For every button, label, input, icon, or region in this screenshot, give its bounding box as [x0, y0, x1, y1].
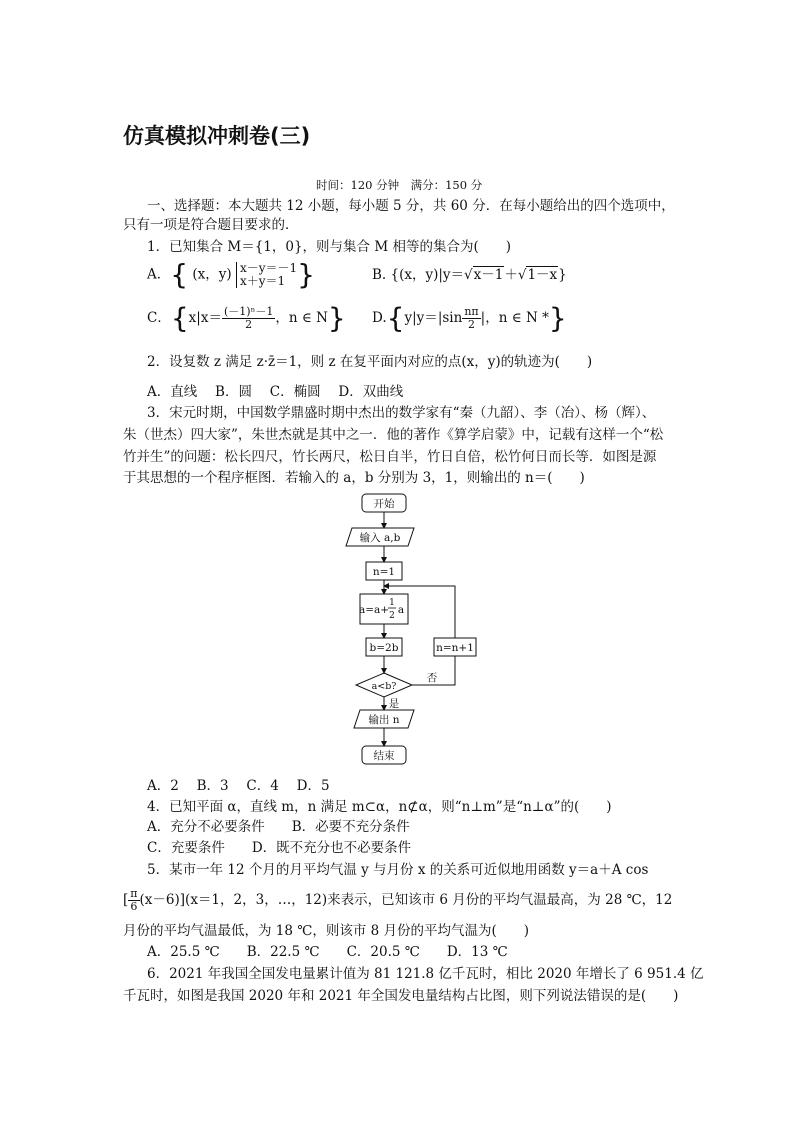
q5-frac-den: 6 — [130, 900, 138, 913]
flow-incr-text: n=n+1 — [436, 642, 474, 654]
flow-yes-label: 是 — [388, 698, 400, 710]
right-brace-icon: } — [327, 301, 346, 335]
q2-stem: 2．设复数 z 满足 z·z̄＝1，则 z 在复平面内对应的点(x，y)的轨迹为( ) — [147, 354, 593, 370]
q1-a-system — [236, 262, 297, 288]
q4-options-2: C．充要条件 D．既不充分也不必要条件 — [147, 840, 412, 856]
left-brace-icon: { — [386, 301, 405, 335]
flow-no-label: 否 — [426, 672, 438, 684]
q5-arg: (x－6) — [139, 892, 180, 908]
q1-a-eq2: x＋y＝1 — [239, 274, 286, 288]
q1-option-d: D.{y|y＝|sin $\frac{n\pi}{2}$ |，n ∈ N *} — [372, 301, 567, 335]
flow-cond-text: a<b? — [371, 681, 397, 692]
q1-b-s1: x－1 — [473, 267, 504, 283]
flow-input-text: 输入 a,b — [359, 532, 401, 544]
q1-a-label: A． — [147, 266, 171, 283]
q3-line1: 3．宋元时期，中国数学鼎盛时期中杰出的数学家有“秦（九韶）、李（冶）、杨（辉）、 — [147, 405, 656, 421]
q1-d-y: y — [404, 310, 413, 326]
q1-a-xy: (x，y) — [192, 266, 232, 283]
q1-d-fraction — [462, 306, 480, 331]
q5-line2-text: (x＝1，2，3，…，12)来表示，已知该市 6 月份的平均气温最高，为 28 ℃，12 — [185, 892, 673, 908]
q1-c-tail: ，n ∈ N — [275, 310, 328, 326]
flow-end-text: 结束 — [373, 750, 395, 762]
flow-assign-a-right: a — [397, 604, 405, 616]
flow-assign-b-text: b=2b — [369, 642, 399, 654]
q1-option-c: C．{x|x＝ $\frac{\text{(－1)ⁿ－1}}{2}$ ，n ∈ N} — [147, 301, 346, 335]
q1-option-b — [372, 266, 567, 284]
q5-line1: 5．某市一年 12 个月的月平均气温 y 与月份 x 的关系可近似地用函数 y＝a＋A cos — [147, 862, 649, 878]
flow-assign-a-den: 2 — [389, 611, 395, 621]
q1-c-xeq: x＝ — [200, 310, 222, 326]
q1-option-a — [147, 258, 315, 291]
q1-b-label: B. {(x，y)|y＝ — [372, 267, 465, 283]
left-brace-icon: { — [170, 258, 189, 291]
q5-line2: [ $\frac{\pi}{6}$ (x－6)](x＝1，2，3，…，12)来表示，已知该市 6 月份的平均气温最高，为 28 ℃，12 — [123, 887, 673, 913]
section-header-line1: 一、选择题：本大题共 12 小题，每小题 5 分，共 60 分．在每小题给出的四个选项中， — [147, 198, 675, 214]
q1-c-fraction — [222, 306, 275, 331]
sqrt-icon: √ — [464, 267, 473, 283]
q1-b-s2: 1－x — [527, 267, 558, 283]
q1-d-den: 2 — [467, 318, 475, 331]
q3-line4: 于其思想的一个程序框图．若输入的 a，b 分别为 3，1，则输出的 n＝( ) — [123, 470, 585, 486]
q1-d-tail: ，n ∈ N * — [485, 310, 549, 326]
q3-line2: 朱（世杰）四大家”，朱世杰就是其中之一．他的著作《算学启蒙》中，记载有这样一个“松 — [123, 427, 664, 443]
q5-fraction — [128, 888, 139, 913]
right-brace-icon: } — [297, 258, 315, 291]
q1-a-eq1: x－y＝－1 — [239, 261, 298, 275]
q1-c-x: x — [188, 310, 197, 326]
q1-b-plus: ＋ — [504, 267, 518, 283]
page-title: 仿真模拟冲刺卷(三) — [123, 124, 311, 148]
left-brace-icon: { — [170, 301, 189, 335]
flow-init-text: n=1 — [372, 566, 396, 578]
flow-output-text: 输出 n — [368, 714, 400, 726]
q3-line3: 竹并生”的问题：松长四尺，竹长两尺，松日自半，竹日自倍，松竹何日而长等．如图是源 — [123, 449, 657, 465]
q1-d-sin: sin — [442, 310, 463, 326]
q1-stem: 1．已知集合 M＝{1，0}，则与集合 M 相等的集合为( ) — [147, 239, 511, 255]
q1-c-label: C． — [147, 310, 171, 326]
flow-assign-a-num: 1 — [389, 598, 395, 608]
q6-line2: 千瓦时，如图是我国 2020 年和 2021 年全国发电量结构占比图，则下列说法错误的是( ) — [123, 988, 679, 1004]
exam-info: 时间：120 分钟 满分：150 分 — [316, 178, 483, 192]
q1-d-num: nπ — [464, 305, 479, 318]
q4-options-1: A．充分不必要条件 B．必要不充分条件 — [147, 819, 410, 835]
q5-frac-num: π — [130, 887, 138, 900]
sqrt-icon: √ — [517, 267, 527, 283]
q4-stem: 4．已知平面 α，直线 m，n 满足 m⊂α，n⊄α，则“n⊥m”是“n⊥α”的( ) — [147, 799, 612, 815]
flow-start-text: 开始 — [373, 498, 395, 510]
q1-b-end: } — [558, 267, 567, 283]
q6-line1: 6．2021 年我国全国发电量累计值为 81 121.8 亿千瓦时，相比 2020 年增长了 6 951.4 亿 — [147, 966, 704, 982]
q1-d-yeq: y＝ — [416, 310, 438, 326]
q5-line3: 月份的平均气温最低，为 18 ℃，则该市 8 月份的平均气温为( ) — [123, 923, 530, 939]
q2-options: A．直线 B．圆 C．椭圆 D．双曲线 — [147, 384, 404, 400]
q5-options: A．25.5 ℃ B．22.5 ℃ C．20.5 ℃ D．13 ℃ — [147, 944, 508, 960]
right-brace-icon: } — [548, 301, 567, 335]
q1-c-den: 2 — [245, 318, 253, 331]
section-header-line2: 只有一项是符合题目要求的． — [123, 217, 299, 233]
q1-d-label: D. — [372, 310, 387, 326]
flow-assign-a-left: a=a+ — [358, 604, 390, 616]
q3-options: A．2 B．3 C．4 D．5 — [147, 778, 330, 794]
q1-c-num: (－1)ⁿ－1 — [223, 305, 274, 318]
program-flowchart — [330, 488, 490, 768]
